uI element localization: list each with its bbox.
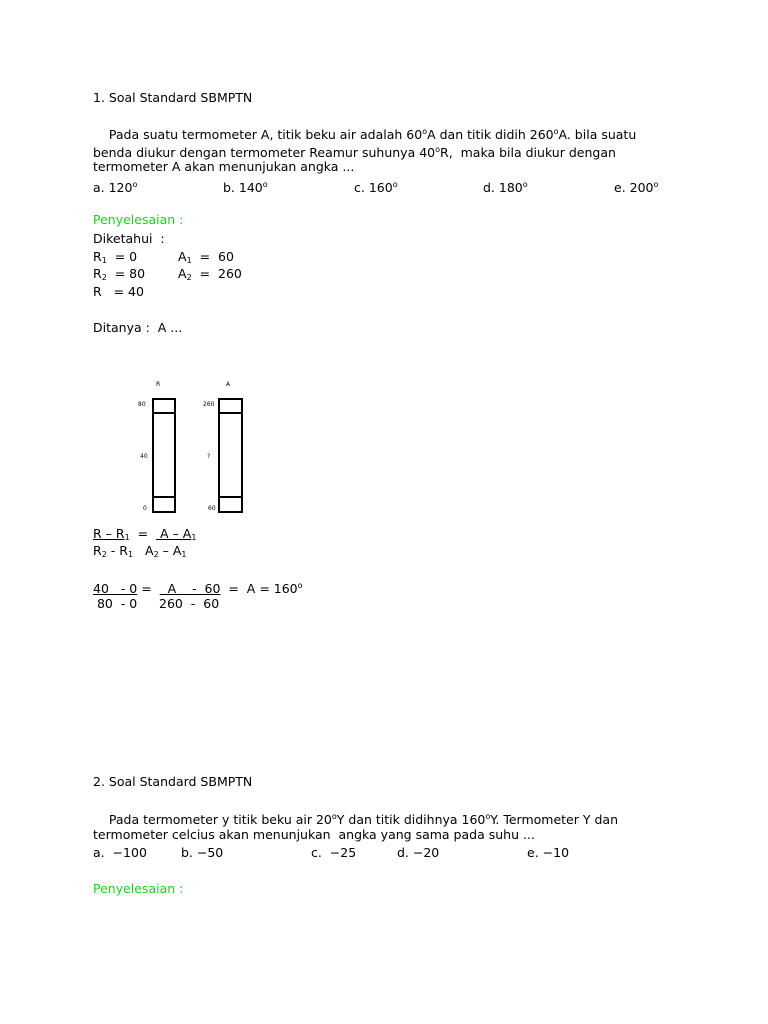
- r-tick-top: 80: [138, 401, 146, 408]
- q1-text-line-3: termometer A akan menunjukan angka ...: [93, 159, 355, 174]
- thermometer-a: [218, 398, 243, 513]
- q2-solution-label: Penyelesaian :: [93, 881, 184, 896]
- formula-num-right: A – $A_1$: [156, 526, 197, 542]
- r-tick-bottom: 0: [143, 505, 147, 512]
- calc-den-left: 80 - 0: [93, 596, 138, 611]
- thermometer-a-title: A: [226, 381, 231, 388]
- calc-num-left: 40 - 0: [93, 581, 138, 596]
- calc-result: = A = 160: [220, 581, 298, 596]
- formula-num-left: R – $R_1$: [93, 526, 130, 542]
- formula-denominator-left: $R_2 - R_1$: [93, 543, 134, 559]
- calc-numerator: 40 - 0 = A - $60 = A = 160^o$: [93, 581, 303, 596]
- thermometer-a-bottom-mark: [220, 496, 241, 498]
- a-tick-top: 260: [203, 401, 215, 408]
- q1-option-e: e. 200$^o$: [614, 180, 659, 195]
- q1-heading: 1. Soal Standard SBMPTN: [93, 90, 253, 105]
- thermometer-r-bottom-mark: [154, 496, 174, 498]
- q2-option-e: e. −10: [527, 845, 570, 860]
- formula-numerator: $R - R_1 = A - A_1$: [93, 526, 197, 542]
- thermometer-r-title: R: [156, 381, 161, 388]
- q1-option-a: a. 120$^o$: [93, 180, 138, 195]
- q1-text-line-2: benda diukur dengan termometer Reamur suhunya 40$^o$R, maka bila diukur dengan: [93, 145, 616, 160]
- q1-option-c: c. 160$^o$: [354, 180, 398, 195]
- known-r: R = 40: [93, 284, 144, 299]
- asked: Ditanya : A ...: [93, 320, 183, 335]
- q2-option-a: a. −100: [93, 845, 147, 860]
- q2-option-b: b. −50: [181, 845, 224, 860]
- thermometer-a-top-mark: [220, 412, 241, 414]
- formula-denominator-right: $A_2 - A_1$: [145, 543, 187, 559]
- q2-heading: 2. Soal Standard SBMPTN: [93, 774, 253, 789]
- q2-option-c: c. −25: [311, 845, 357, 860]
- q2-option-d: d. −20: [397, 845, 440, 860]
- q1-option-b: b. 140$^o$: [223, 180, 268, 195]
- a-tick-mid: ?: [207, 453, 211, 460]
- known-a2: $A_2 = 260$: [178, 266, 242, 282]
- calc-den-right: 260 - 60: [159, 596, 220, 611]
- thermometer-r-top-mark: [154, 412, 174, 414]
- q1-option-d: d. 180$^o$: [483, 180, 528, 195]
- known-r1: $R_1 = 0$: [93, 249, 138, 265]
- q2-text-line-1: Pada termometer y titik beku air 20$^o$Y dan titik didihnya 160$^o$Y. Termometer Y dan: [93, 812, 618, 827]
- a-tick-bottom: 60: [208, 505, 216, 512]
- q2-text-line-2: termometer celcius akan menunjukan angka yang sama pada suhu ...: [93, 827, 535, 842]
- known-label: Diketahui :: [93, 231, 165, 246]
- known-r2: $R_2 = 80$: [93, 266, 146, 282]
- known-a1: $A_1 = 60$: [178, 249, 234, 265]
- thermometer-r: [152, 398, 176, 513]
- q1-text-line-1: Pada suatu termometer A, titik beku air adalah 60$^o$A dan titik didih 260$^o$A. bila suatu: [93, 127, 637, 142]
- calc-num-right: A - 60: [159, 581, 221, 596]
- r-tick-mid: 40: [140, 453, 148, 460]
- q1-solution-label: Penyelesaian :: [93, 212, 184, 227]
